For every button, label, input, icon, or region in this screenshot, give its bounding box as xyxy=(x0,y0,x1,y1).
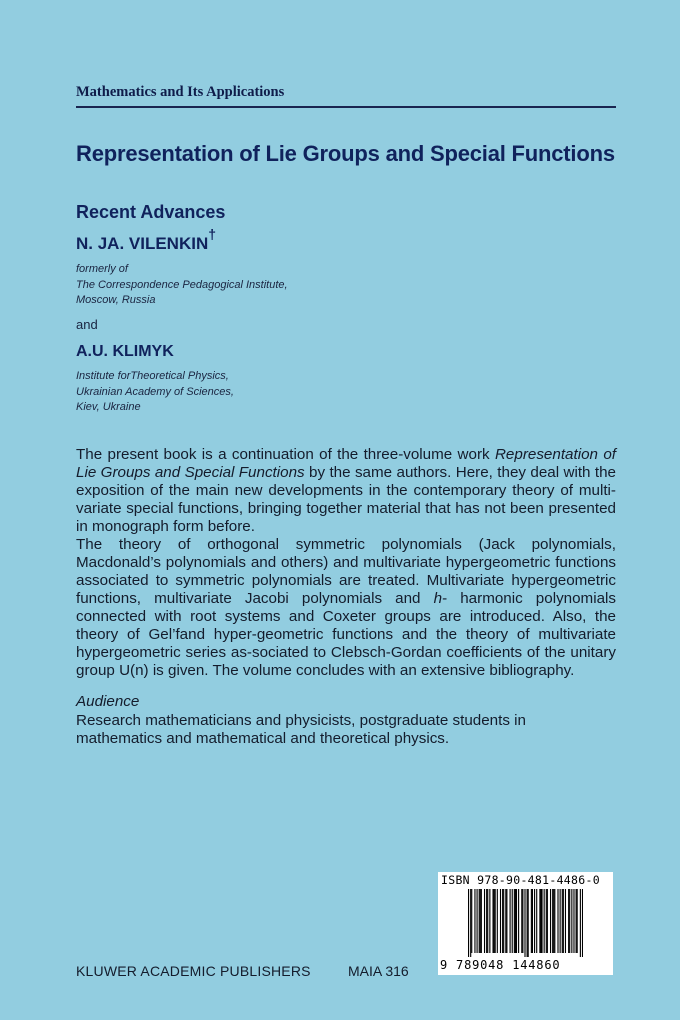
barcode-bar xyxy=(541,889,542,953)
barcode-bar xyxy=(560,889,561,953)
barcode-bar xyxy=(489,889,490,953)
header-rule xyxy=(76,106,616,108)
referenced-work-title: Representation of Lie Groups and Special Functions xyxy=(76,446,616,481)
barcode-bar xyxy=(550,889,551,953)
barcode-bar xyxy=(532,889,533,953)
barcode-bar xyxy=(569,889,570,953)
barcode-bar xyxy=(539,889,540,953)
book-title: Representation of Lie Groups and Special Functions xyxy=(76,141,615,166)
author-name: N. JA. VILENKIN xyxy=(76,234,209,253)
barcode-bar xyxy=(487,889,488,953)
barcode-bar xyxy=(468,889,469,957)
barcode-bar xyxy=(540,889,541,953)
affiliation-line: Kiev, Ukraine xyxy=(76,401,141,413)
barcode-bar xyxy=(505,889,506,953)
barcode-bars xyxy=(468,889,583,957)
barcode-digits: 9 789048 144860 xyxy=(440,958,561,972)
barcode-bar xyxy=(544,889,545,953)
barcode-bar xyxy=(474,889,475,953)
barcode-bar xyxy=(495,889,496,953)
barcode-bar xyxy=(573,889,574,953)
barcode-bar xyxy=(514,889,515,953)
barcode-bar xyxy=(510,889,511,953)
affiliation-line: Ukrainian Academy of Sciences, xyxy=(76,385,234,398)
barcode-bar xyxy=(512,889,513,953)
barcode-bar xyxy=(563,889,564,953)
barcode-bar xyxy=(521,889,522,953)
series-code: MAIA 316 xyxy=(348,963,409,979)
barcode-bar xyxy=(546,889,547,953)
description-paragraph-1: The present book is a continuation of the three-volume work Representation of Lie Groups and Special Functions by the same authors. Here, they deal with the exposition of the main new developments in the contemporary theory of multi-variate special functions, bringing together material that has not been presented in monograph form before. xyxy=(76,446,617,535)
series-name: Mathematics and Its Applications xyxy=(76,84,285,100)
isbn-barcode xyxy=(438,872,613,975)
affiliation-line: Institute forTheoretical Physics, xyxy=(76,370,229,382)
barcode-bar xyxy=(547,889,548,953)
affiliation-klimyk xyxy=(76,369,234,416)
deceased-mark: † xyxy=(208,226,217,242)
barcode-bar xyxy=(582,889,583,957)
barcode-bar xyxy=(471,889,472,953)
barcode-bar xyxy=(553,889,554,953)
barcode-bar xyxy=(557,889,558,953)
book-description xyxy=(76,446,616,680)
author-vilenkin xyxy=(76,226,217,254)
affiliation-line: Moscow, Russia xyxy=(76,294,156,306)
barcode-bar xyxy=(516,889,517,953)
description-paragraph-2: The theory of orthogonal symmetric polynomials (Jack polynomials, Macdonald’s polynomials and others) and multivariate hypergeometric functions associated to symmetric polynomials are treated. Multivariate hypergeometric functions, multivariate Jacobi polynomials and h- harmonic polynomials connected with root systems and Coxeter groups are introduced. Also, the theory of Gel’fand hyper-geometric functions and the theory of multivariate hypergeometric series as-sociated to Clebsch-Gordan coefficients of the unitary group U(n) is given. The volume concludes with an extensive bibliography. xyxy=(76,536,616,679)
affiliation-vilenkin xyxy=(76,262,288,309)
audience-text: Research mathematicians and physicists, postgraduate students in mathematics and mathematical and theoretical physics. xyxy=(76,712,526,747)
publisher-name: KLUWER ACADEMIC PUBLISHERS xyxy=(76,963,311,979)
barcode-bar xyxy=(554,889,555,953)
barcode-bar xyxy=(552,889,553,953)
book-subtitle: Recent Advances xyxy=(76,202,226,222)
barcode-bar xyxy=(480,889,481,953)
barcode-bar xyxy=(506,889,507,953)
barcode-bar xyxy=(492,889,493,953)
barcode-bar xyxy=(531,889,532,953)
barcode-bar xyxy=(515,889,516,953)
barcode-bar xyxy=(500,889,501,953)
barcode-bar xyxy=(524,889,525,957)
barcode-bar xyxy=(481,889,482,953)
barcode-bar xyxy=(568,889,569,953)
barcode-bar xyxy=(576,889,577,953)
affiliation-line: formerly of xyxy=(76,263,128,275)
barcode-bar xyxy=(580,889,581,957)
author-klimyk: A.U. KLIMYK xyxy=(76,343,174,360)
barcode-bar xyxy=(477,889,478,953)
barcode-bar xyxy=(470,889,471,957)
barcode-bar xyxy=(534,889,535,953)
barcode-bar xyxy=(518,889,519,953)
isbn-number: ISBN 978-90-481-4486-0 xyxy=(441,873,600,887)
barcode-bar xyxy=(503,889,504,953)
barcode-bar xyxy=(522,889,523,953)
barcode-bar xyxy=(536,889,537,953)
barcode-bar xyxy=(527,889,528,957)
audience-label: Audience xyxy=(76,693,140,710)
barcode-bar xyxy=(486,889,487,953)
barcode-bar xyxy=(497,889,498,953)
barcode-bar xyxy=(484,889,485,953)
barcode-bar xyxy=(562,889,563,953)
barcode-bar xyxy=(479,889,480,953)
barcode-bar xyxy=(577,889,578,953)
barcode-bar xyxy=(565,889,566,953)
affiliation-line: The Correspondence Pedagogical Institute, xyxy=(76,278,288,291)
barcode-bar xyxy=(494,889,495,953)
author-conjunction: and xyxy=(76,317,98,332)
barcode-bar xyxy=(502,889,503,953)
barcode-bar xyxy=(571,889,572,953)
barcode-bar xyxy=(528,889,529,957)
